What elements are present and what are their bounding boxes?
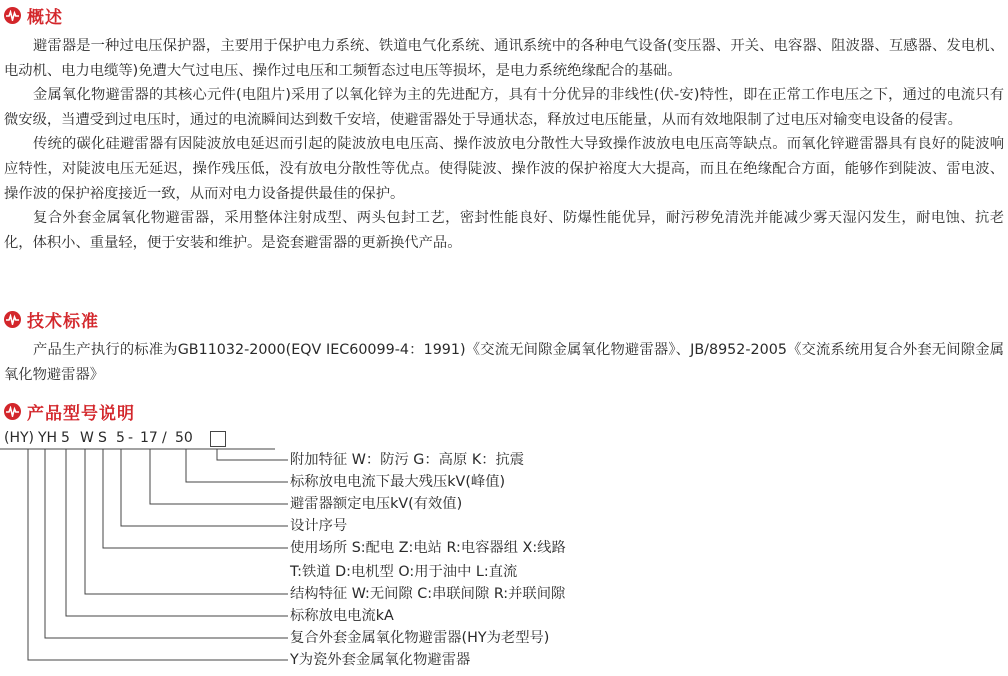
label-rated-voltage: 避雷器额定电压kV(有效值) xyxy=(290,496,463,512)
code-residual-voltage: 50 xyxy=(175,430,193,446)
label-additional-feature: 附加特征 W：防污 G：高原 K：抗震 xyxy=(290,452,525,468)
code-structure: W xyxy=(80,430,94,446)
code-design-no: 5 xyxy=(116,430,125,446)
code-dash: - xyxy=(128,430,134,446)
label-porcelain: Y为瓷外套金属氧化物避雷器 xyxy=(290,652,471,668)
label-usage-cont: T:铁道 D:电机型 O:用于油中 L:直流 xyxy=(290,564,518,580)
code-rated-voltage: 17 xyxy=(140,430,158,446)
paragraph: 金属氧化物避雷器的其核心元件(电阻片)采用了以氧化锌为主的先进配方，具有十分优异的非线性(伏-安)特性，即在正常工作电压之下，通过的电流只有微安级，当遭受到过电压时，通过的电流瞬间达到数千安培，使避雷器处于导通状态，释放过电压能量，从而有效地限制了过电压对输变电设备的侵害。 xyxy=(4,87,1004,128)
section-title: 概述 xyxy=(27,7,63,28)
label-residual-voltage: 标称放电电流下最大残压kV(峰值) xyxy=(290,474,506,490)
label-structure: 结构特征 W:无间隙 C:串联间隙 R:并联间隙 xyxy=(290,586,566,602)
paragraph: 复合外套金属氧化物避雷器，采用整体注射成型、两头包封工艺，密封性能良好、防爆性能优异，耐污秽免清洗并能减少雾天湿闪发生，耐电蚀、抗老化，体积小、重量轻，便于安装和维护。是瓷套避雷器的更新换代产品。 xyxy=(4,210,1004,251)
label-usage: 使用场所 S:配电 Z:电站 R:电容器组 X:线路 xyxy=(290,540,566,556)
label-composite: 复合外套金属氧化物避雷器(HY为老型号) xyxy=(290,630,550,646)
code-slash: / xyxy=(162,430,167,446)
code-usage: S xyxy=(98,430,107,446)
paragraph: 产品生产执行的标准为GB11032-2000(EQV IEC60099-4：1991)《交流无间隙金属氧化物避雷器》、JB/8952-2005《交流系统用复合外套无间隙金属氧化物避雷器》 xyxy=(4,342,1004,383)
label-design-no: 设计序号 xyxy=(290,518,348,534)
paragraph: 避雷器是一种过电压保护器，主要用于保护电力系统、铁道电气化系统、通讯系统中的各种电气设备(变压器、开关、电容器、阻波器、互感器、发电机、电动机、电力电缆等)免遭大气过电压、操作过电压和工频暂态过电压等损坏，是电力系统绝缘配合的基础。 xyxy=(4,38,1004,79)
code-yh: YH xyxy=(38,430,58,446)
label-current: 标称放电电流kA xyxy=(290,608,394,624)
paragraph: 传统的碳化硅避雷器有因陡波放电延迟而引起的陡波放电电压高、操作波放电分散性大导致操作波放电电压高等缺点。而氧化锌避雷器具有良好的陡波响应特性，对陡波电压无延迟，操作残压低，没有放电分散性等优点。使得陡波、操作波的保护裕度大大提高，而且在绝缘配合方面，能够作到陡波、雷电波、操作波的保护裕度接近一致，从而对电力设备提供最佳的保护。 xyxy=(4,136,1004,202)
section-title: 技术标准 xyxy=(27,311,99,332)
code-current: 5 xyxy=(61,430,70,446)
section-title: 产品型号说明 xyxy=(27,403,135,424)
code-prefix-hy: (HY) xyxy=(4,430,35,446)
